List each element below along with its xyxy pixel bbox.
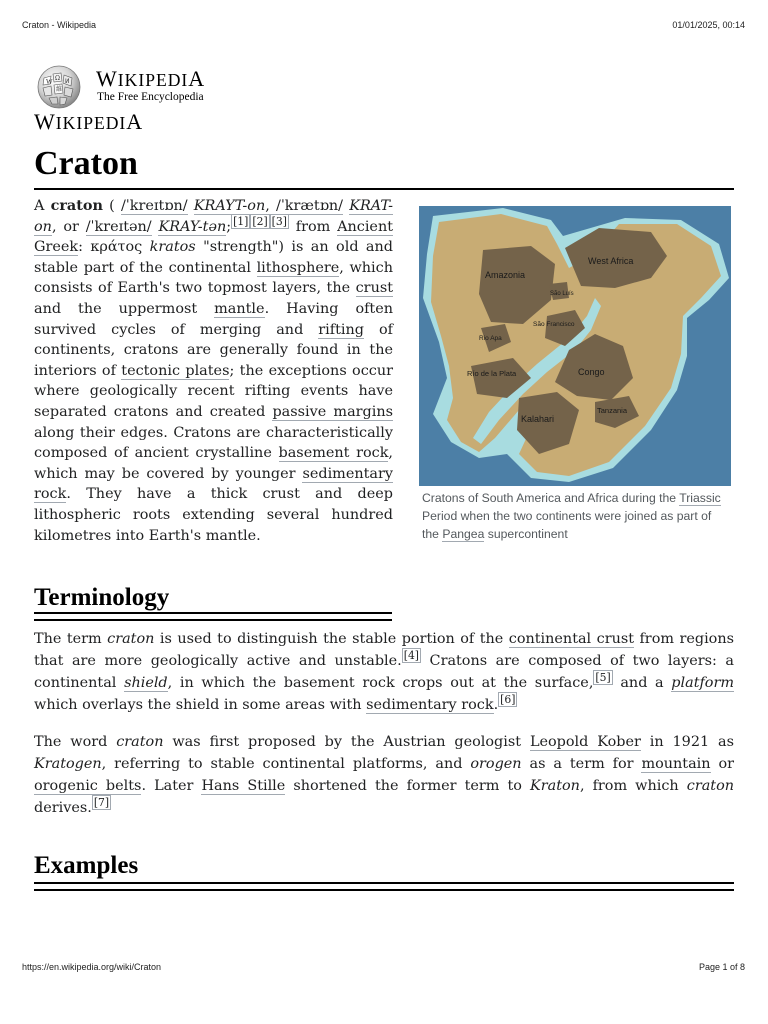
link-ancient-greek[interactable]: Ancient Greek [34,218,393,256]
link-hans-stille[interactable]: Hans Stille [201,778,286,794]
ipa-link[interactable]: /ˈkreɪtən/ [85,218,152,235]
wikipedia-wordmark[interactable]: WIKIPEDIA [96,66,206,91]
reference-link[interactable]: [6] [500,693,516,707]
link-shield[interactable]: shield [124,675,168,691]
page-url[interactable]: https://en.wikipedia.org/wiki/Craton [22,962,162,972]
label-west-africa: West Africa [588,256,634,266]
reference-link[interactable]: [3] [271,214,287,228]
reference-link[interactable]: [5] [595,671,611,685]
label-sao-francisco: São Francisco [533,321,575,328]
label-sao-luis: São Luís [550,291,574,297]
link-sedimentary-rock[interactable]: sedimentary rock [34,465,393,503]
browser-tab-title: Craton - Wikipedia [22,20,97,30]
link-lithosphere[interactable]: lithosphere [256,259,340,276]
page-indicator: Page 1 of 8 [698,962,745,972]
terminology-paragraph-2: The word craton was first proposed by the Austrian geologist Leopold Kober in 1921 as Kratogen, referring to stable continental platforms, and orogen as a term for mountain or orogenic belts. Later Hans Stille shortened the former term to Kraton, from which craton derives. [7] [34,734,735,816]
svg-text:W: W [46,78,53,86]
link-sedimentary-rock-2[interactable]: sedimentary rock [366,697,494,713]
reference-link[interactable]: [7] [93,796,110,810]
link-platform[interactable]: platform [671,675,734,691]
section-heading-terminology: Terminology [34,584,170,611]
link-crust[interactable]: crust [355,280,393,297]
svg-text:И: И [65,78,70,85]
link-rifting[interactable]: rifting [318,321,364,338]
link-mountain[interactable]: mountain [641,756,711,772]
figure-caption: Cratons of South America and Africa during the Triassic Period when the two continents were joined as part of the Pangea supercontinent [422,491,721,541]
respelling-link[interactable]: KRAYT-on [193,198,266,214]
label-tanzania: Tanzania [597,406,628,415]
wikipedia-wordmark-secondary[interactable]: WIKIPEDIA [34,109,144,134]
wikipedia-tagline: The Free Encyclopedia [97,91,204,103]
link-continental-crust[interactable]: continental crust [508,631,635,647]
section-divider [34,889,734,891]
link-orogenic-belts[interactable]: orogenic belts [34,778,142,794]
link-leopold-kober[interactable]: Leopold Kober [529,734,641,750]
svg-text:Ω: Ω [55,75,60,82]
link-mantle[interactable]: mantle [214,300,265,317]
respelling-link[interactable]: KRAY-tən [158,218,227,235]
link-tectonic-plates[interactable]: tectonic plates [121,362,230,379]
label-amazonia: Amazonia [485,270,526,280]
terminology-paragraph-1: The term craton is used to distinguish the stable portion of the continental crust from regions that are more geologically active and unstable. [4] Cratons are composed of two layers: a continental shield, in which the basement rock crops out at the surface, [5] and a platform which overlays the shield in some areas with sedimentary rock. [6] [34,631,734,713]
section-divider [34,612,392,614]
print-timestamp: 01/01/2025, 00:14 [672,20,745,30]
label-rio-de-la-plata: Río de la Plata [467,369,517,378]
link-triassic[interactable]: Triassic [679,491,721,505]
cratons-map-image[interactable] [419,206,731,486]
link-passive-margins[interactable]: passive margins [272,403,393,420]
section-divider [34,619,392,621]
title-divider [34,188,734,190]
label-congo: Congo [578,367,605,377]
link-basement-rock[interactable]: basement rock [278,445,389,462]
reference-link[interactable]: [2] [252,214,268,228]
reference-link[interactable]: [4] [403,649,420,663]
link-pangea[interactable]: Pangea [442,527,485,541]
label-kalahari: Kalahari [521,414,555,424]
page-title: Craton [34,145,138,182]
svg-text:維: 維 [56,86,63,93]
wikipedia-globe-icon[interactable] [34,64,84,110]
respelling-link[interactable]: KRAT-on [34,198,394,235]
section-heading-examples: Examples [34,852,139,879]
label-rio-apa: Rio Apa [479,335,502,342]
section-divider [34,882,734,884]
intro-paragraph: A craton ( /ˈkreɪtɒn/ KRAYT-on, /ˈkrætɒn/ KRAT-on, or /ˈkreɪtən/ KRAY-tən; [1] [2] [3] from Ancient Greek: κράτος kratos "strength") is an old and stable part of the continental lithosphere, which consists of Earth's two topmost layers, the crust and the uppermost mantle. Having often survived cycles of merging and rifting of continents, cratons are generally found in the interiors of tectonic plates; the exceptions occur where geologically recent rifting events have separated cratons and created passive margins along their edges. Cratons are characteristically composed of ancient crystalline basement rock, which may be covered by younger sedimentary rock. They have a thick crust and deep lithospheric roots extending several hundred kilometres into Earth's mantle. [34,197,394,544]
ipa-link[interactable]: /ˈkrætɒn/ [275,198,344,214]
reference-link[interactable]: [1] [233,214,249,228]
ipa-link[interactable]: /ˈkreɪtɒn/ [120,198,188,214]
